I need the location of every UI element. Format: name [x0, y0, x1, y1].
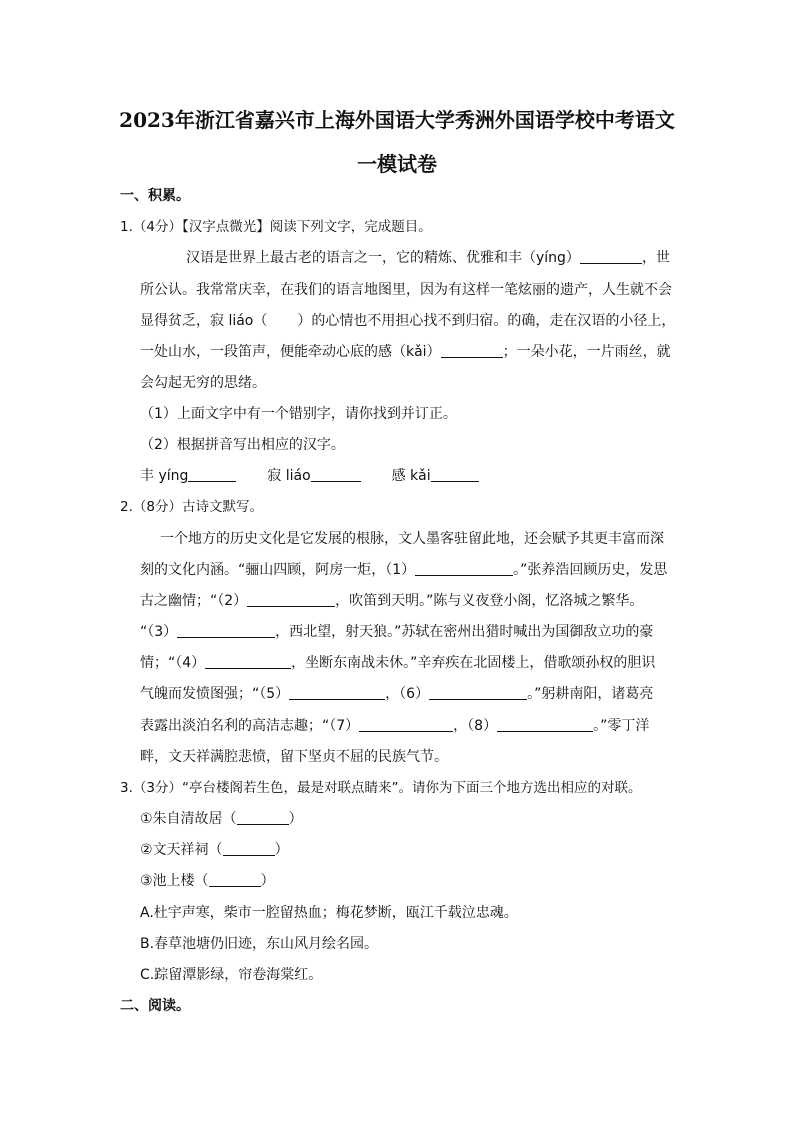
q2-heading: 2.（8分）古诗文默写。: [120, 499, 263, 515]
section-heading-reading: 二、阅读。: [120, 998, 190, 1014]
q1-pinyin-kai: 感 kǎi: [391, 468, 431, 484]
q2-text-2b: 。”张养浩回顾历史，发思: [513, 562, 668, 578]
q2-blank-1[interactable]: [415, 561, 513, 576]
q1-text-f: ；一朵小花，一片雨丝，就: [502, 344, 671, 360]
q2-blank-8[interactable]: [497, 717, 593, 732]
q2-text-6b: ，（6）: [385, 686, 430, 702]
q1-text-d: ）的心情也不用担心找不到归宿。的确，走在汉语的小径上，: [297, 313, 676, 329]
q1-text-e: 一处山水，一段笛声，便能牵动心底的感（kǎi）: [140, 344, 441, 360]
q1-passage-line5: 会勾起无穷的思绪。: [140, 375, 266, 391]
q3-item1: [140, 809, 303, 829]
q1-passage-line3: [140, 311, 675, 331]
q1-text-c: 显得贫乏，寂 liáo（: [140, 313, 268, 329]
q3-item3-close: ）: [260, 873, 275, 889]
q2-line5: [140, 653, 655, 673]
section-heading-accumulation: 一、积累。: [120, 188, 190, 204]
page-title-line2: 一模试卷: [357, 152, 437, 176]
q2-text-6c: 。”躬耕南阳，诸葛亮: [527, 686, 654, 702]
q1-answer-liao[interactable]: [311, 467, 361, 482]
q1-blank-kai[interactable]: [441, 343, 503, 358]
q1-blank-ying[interactable]: [580, 249, 642, 264]
q3-item2-label: ②文天祥祠（: [140, 842, 223, 858]
q2-line7: [140, 716, 649, 736]
q1-passage-line4: [140, 342, 671, 362]
q3-blank-3[interactable]: [209, 872, 261, 887]
q3-blank-1[interactable]: [237, 810, 289, 825]
q2-blank-5[interactable]: [289, 685, 385, 700]
q3-item2-close: ）: [274, 842, 289, 858]
q3-item3-label: ③池上楼（: [140, 873, 209, 889]
q1-sub1: （1）上面文字中有一个错别字，请你找到并订正。: [140, 406, 457, 422]
q3-item1-label: ①朱自清故居（: [140, 811, 237, 827]
q2-blank-6[interactable]: [429, 685, 527, 700]
q3-option-a: A.杜宇声寒，柴市一腔留热血；梅花梦断，瓯江千载泣忠魂。: [140, 905, 518, 921]
page-title-line1: 2023年浙江省嘉兴市上海外国语大学秀洲外国语学校中考语文: [119, 108, 675, 132]
q3-option-b: B.春草池塘仍旧迹，东山风月绘名园。: [140, 936, 379, 952]
q2-line4: [140, 622, 653, 642]
q3-item2: [140, 840, 289, 860]
q2-line8: 畔，文天祥满腔悲愤，留下坚贞不屈的民族气节。: [140, 749, 448, 765]
q2-line2: [140, 560, 667, 580]
q2-text-7c: 。”零丁洋: [593, 718, 650, 734]
q3-item3: [140, 871, 275, 891]
q3-option-c: C.踪留潭影绿，帘卷海棠红。: [140, 967, 323, 983]
q2-blank-4[interactable]: [205, 654, 291, 669]
q2-blank-3[interactable]: [177, 623, 275, 638]
q3-blank-2[interactable]: [223, 841, 275, 856]
q1-sub2: （2）根据拼音写出相应的汉字。: [140, 437, 345, 453]
q2-text-3b: ，吹笛到天明。”陈与义夜登小阁，忆洛城之繁华。: [335, 593, 644, 609]
q2-line1: 一个地方的历史文化是它发展的根脉，文人墨客驻留此地，还会赋予其更丰富而深: [160, 531, 664, 547]
q2-text-4a: “（3）: [140, 624, 178, 640]
q2-text-7a: 表露出淡泊名利的高洁志趣；“（7）: [140, 718, 360, 734]
q2-text-2a: 刻的文化内涵。“骊山四顾，阿房一炬，（1）: [140, 562, 416, 578]
q3-item1-close: ）: [288, 811, 303, 827]
q1-pinyin-row: [140, 466, 479, 486]
q2-text-6a: 气魄而发愤图强；“（5）: [140, 686, 290, 702]
q2-blank-7[interactable]: [359, 717, 453, 732]
q3-heading: 3.（3分）“亭台楼阁若生色，最是对联点睛来”。请你为下面三个地方选出相应的对联。: [120, 780, 642, 796]
q2-text-4b: ，西北望，射天狼。”苏轼在密州出猎时喊出为国御敌立功的豪: [275, 624, 654, 640]
q2-line6: [140, 684, 653, 704]
q1-pinyin-ying: 丰 yíng: [140, 468, 189, 484]
q1-passage-line2: 所公认。我常常庆幸，在我们的语言地图里，因为有这样一笔炫丽的遗产，人生就不会: [140, 282, 672, 298]
q1-answer-ying[interactable]: [188, 467, 236, 482]
q2-line3: [140, 591, 643, 611]
q1-heading: 1.（4分）【汉字点微光】阅读下列文字，完成题目。: [120, 219, 432, 235]
q1-answer-kai[interactable]: [431, 467, 479, 482]
q2-text-7b: ，（8）: [453, 718, 498, 734]
q2-text-5b: ，坐断东南战未休。”辛弃疾在北固楼上，借歌颂孙权的胆识: [291, 655, 656, 671]
q1-pinyin-liao: 寂 liáo: [267, 468, 311, 484]
q2-text-5a: 情；“（4）: [140, 655, 206, 671]
q1-text-b: ，世: [641, 250, 670, 266]
q2-text-3a: 古之幽情；“（2）: [140, 593, 248, 609]
q1-text-a: 汉语是世界上最古老的语言之一，它的精炼、优雅和丰（yíng）: [186, 250, 580, 266]
q2-blank-2[interactable]: [247, 592, 335, 607]
q1-passage-line1: [186, 248, 670, 268]
